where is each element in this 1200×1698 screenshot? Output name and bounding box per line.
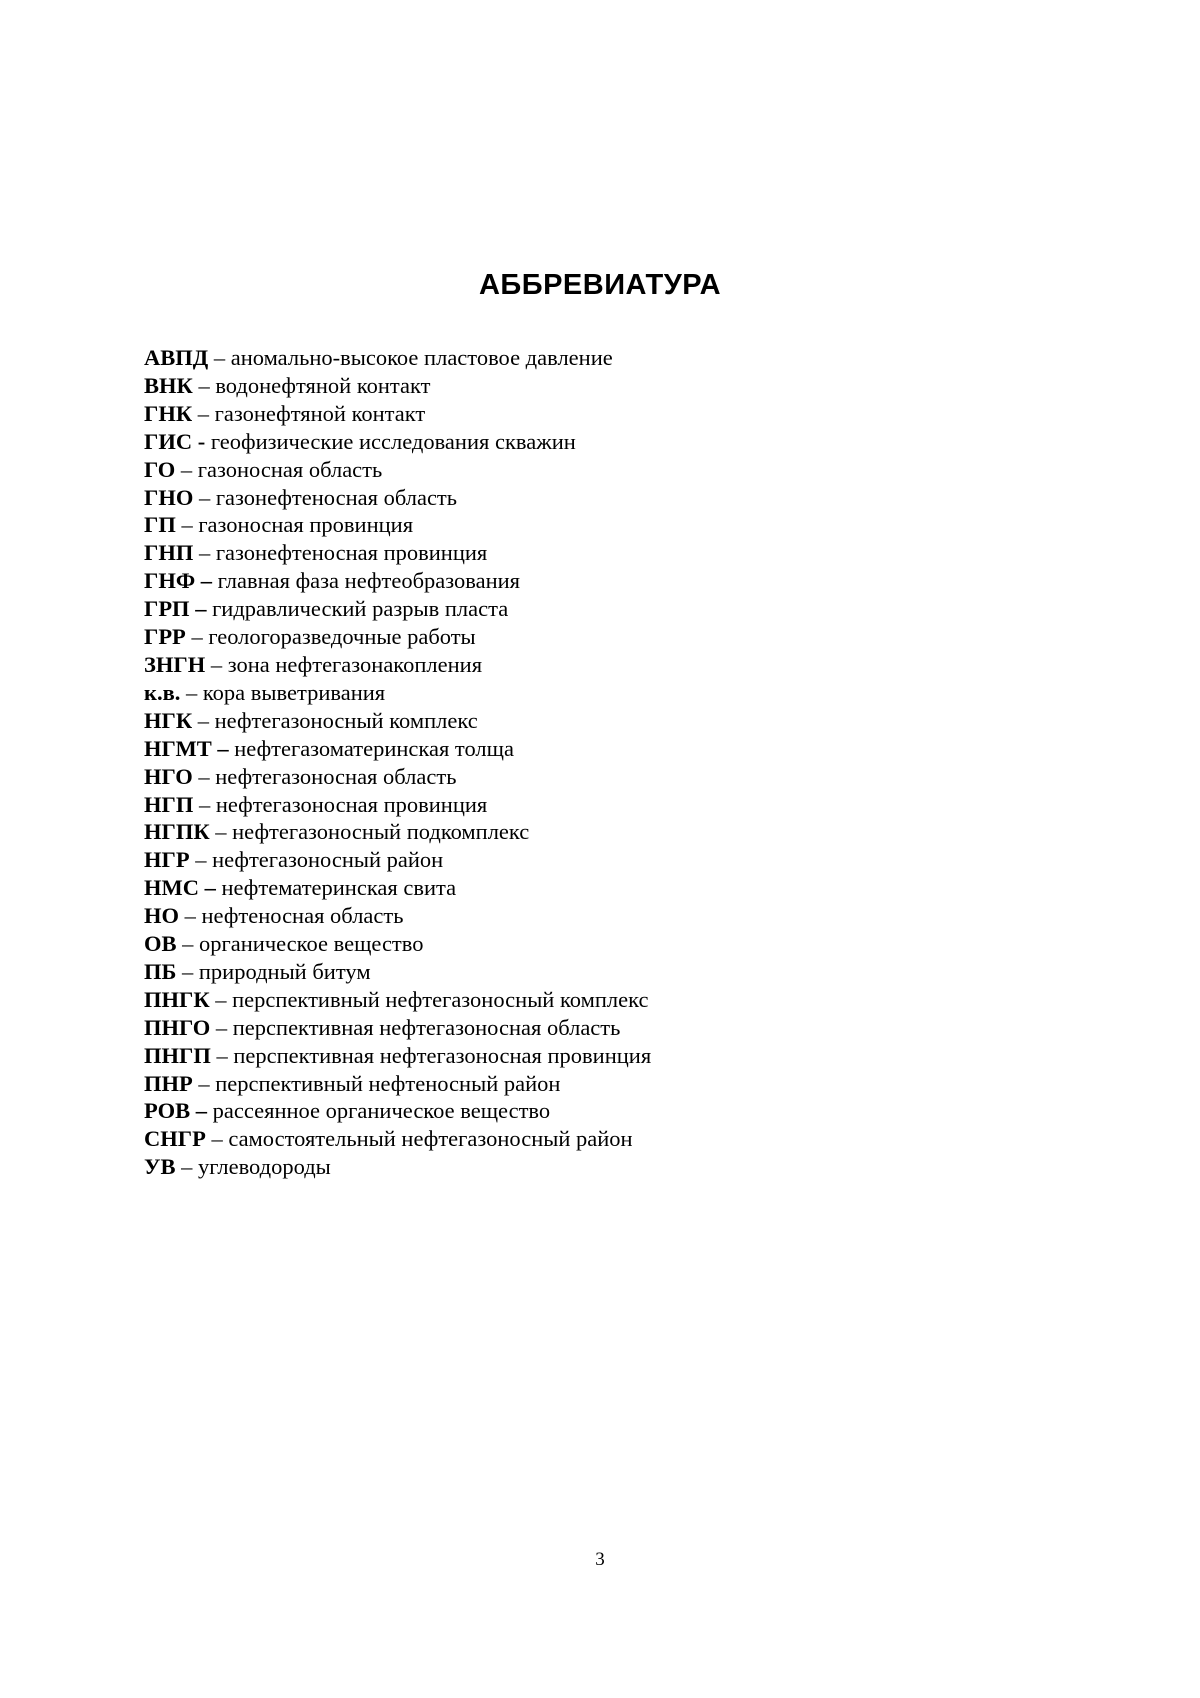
list-item [144, 707, 1044, 735]
abbreviation-term: УВ [144, 1154, 176, 1180]
list-item [144, 930, 1044, 958]
list-item [144, 428, 1044, 456]
abbreviation-definition: перспективная нефтегазоносная провинция [233, 1042, 652, 1068]
abbreviation-definition: перспективная нефтегазоносная область [232, 1014, 621, 1040]
abbreviation-definition: перспективный нефтегазоносный комплекс [232, 986, 649, 1012]
abbreviation-separator: – [193, 791, 216, 817]
abbreviation-term: СНГР [144, 1126, 206, 1152]
abbreviation-definition: геофизические исследования скважин [210, 428, 576, 454]
list-item [144, 846, 1044, 874]
abbreviation-definition: водонефтяной контакт [215, 372, 431, 398]
list-item [144, 1014, 1044, 1042]
abbreviation-separator: – [192, 372, 216, 398]
abbreviation-separator: – [193, 484, 216, 510]
abbreviation-term: РОВ [144, 1098, 191, 1124]
abbreviation-separator: – [192, 400, 215, 426]
abbreviation-term: ВНК [144, 372, 193, 398]
abbreviation-separator: – [175, 512, 199, 538]
list-item [144, 539, 1044, 567]
abbreviation-definition: аномально-высокое пластовое давление [230, 345, 613, 370]
abbreviation-term: ГРП [144, 596, 190, 622]
abbreviation-separator: – [195, 568, 218, 594]
abbreviation-separator: – [192, 763, 216, 789]
abbreviation-term: НГО [144, 763, 193, 789]
abbreviation-separator: – [180, 679, 203, 705]
abbreviation-term: ПНГО [144, 1014, 211, 1040]
list-item [144, 1070, 1044, 1098]
list-item [144, 958, 1044, 986]
abbreviation-separator: – [210, 1042, 234, 1068]
abbreviation-term: НГР [144, 847, 190, 873]
list-item [144, 986, 1044, 1014]
list-item [144, 456, 1044, 484]
abbreviation-separator: – [189, 847, 213, 873]
abbreviation-list [144, 344, 1044, 1181]
abbreviation-definition: нефтегазоносный подкомплекс [232, 819, 530, 845]
abbreviation-term: НГП [144, 791, 194, 817]
abbreviation-term: АВПД [144, 345, 209, 370]
abbreviation-term: ГНП [144, 540, 194, 566]
abbreviation-separator: – [176, 958, 199, 984]
abbreviation-definition: главная фаза нефтеобразования [217, 568, 521, 594]
abbreviation-term: ОВ [144, 931, 177, 957]
abbreviation-separator: - [192, 428, 211, 454]
list-item [144, 511, 1044, 539]
abbreviation-definition: гидравлический разрыв пласта [212, 596, 509, 622]
abbreviation-separator: – [179, 903, 202, 929]
abbreviation-term: НО [144, 903, 180, 929]
list-item [144, 679, 1044, 707]
abbreviation-definition: самостоятельный нефтегазоносный район [228, 1126, 633, 1152]
abbreviation-separator: – [185, 624, 209, 650]
abbreviation-term: ПНГК [144, 986, 210, 1012]
abbreviation-definition: нефтегазоносный комплекс [214, 707, 478, 733]
abbreviation-definition: газонефтеносная область [215, 484, 458, 510]
abbreviation-separator: – [209, 986, 233, 1012]
abbreviation-definition: газоносная провинция [198, 512, 414, 538]
abbreviation-term: НГК [144, 707, 193, 733]
abbreviation-separator: – [190, 1098, 213, 1124]
abbreviation-separator: – [192, 1070, 216, 1096]
abbreviation-term: ГО [144, 456, 176, 482]
abbreviation-term: ПНГП [144, 1042, 211, 1068]
list-item [144, 595, 1044, 623]
abbreviation-definition: газоносная область [197, 456, 383, 482]
abbreviation-term: ПНР [144, 1070, 193, 1096]
abbreviation-term: ЗНГН [144, 651, 206, 677]
list-item [144, 1042, 1044, 1070]
list-item [144, 1097, 1044, 1125]
list-item [144, 484, 1044, 512]
list-item [144, 567, 1044, 595]
abbreviation-separator: – [199, 875, 222, 901]
list-item [144, 763, 1044, 791]
list-item [144, 651, 1044, 679]
abbreviation-separator: – [176, 931, 200, 957]
page-number: 3 [595, 1549, 605, 1570]
abbreviation-separator: – [210, 1014, 233, 1040]
abbreviation-separator: – [175, 456, 198, 482]
list-item [144, 623, 1044, 651]
abbreviation-term: к.в. [144, 679, 181, 705]
abbreviation-separator: – [205, 651, 228, 677]
abbreviation-definition: природный битум [198, 958, 371, 984]
abbreviation-definition: кора выветривания [202, 679, 386, 705]
abbreviation-term: НГМТ [144, 735, 212, 761]
abbreviation-separator: – [209, 819, 233, 845]
abbreviation-definition: газонефтяной контакт [214, 400, 426, 426]
abbreviation-separator: – [211, 735, 235, 761]
abbreviation-separator: – [208, 345, 231, 370]
list-item [144, 735, 1044, 763]
abbreviation-term: НМС [144, 875, 199, 901]
list-item [144, 1125, 1044, 1153]
abbreviation-definition: геологоразведочные работы [208, 624, 476, 650]
abbreviation-definition: нефтегазоносная провинция [215, 791, 488, 817]
list-item [144, 400, 1044, 428]
abbreviation-term: ГП [144, 512, 176, 538]
list-item [144, 1153, 1044, 1181]
abbreviation-term: ГНО [144, 484, 194, 510]
abbreviation-definition: нефтематеринская свита [221, 875, 457, 901]
abbreviation-definition: перспективный нефтеносный район [215, 1070, 561, 1096]
list-item [144, 372, 1044, 400]
abbreviation-definition: нефтегазоматеринская толща [234, 735, 514, 761]
abbreviation-definition: органическое вещество [199, 931, 424, 957]
abbreviation-separator: – [205, 1126, 229, 1152]
abbreviation-definition: рассеянное органическое вещество [212, 1098, 551, 1124]
list-item [144, 791, 1044, 819]
abbreviation-definition: углеводороды [198, 1154, 331, 1180]
list-item [144, 344, 1044, 372]
abbreviation-separator: – [193, 540, 216, 566]
page-title: АББРЕВИАТУРА [478, 269, 722, 301]
abbreviation-separator: – [192, 707, 215, 733]
abbreviation-definition: нефтеносная область [201, 903, 404, 929]
abbreviation-term: ГНК [144, 400, 193, 426]
abbreviation-term: НГПК [144, 819, 210, 845]
abbreviation-separator: – [189, 596, 213, 622]
list-item [144, 874, 1044, 902]
abbreviation-separator: – [175, 1154, 199, 1180]
list-item [144, 902, 1044, 930]
abbreviation-term: ГРР [144, 624, 186, 650]
abbreviation-definition: нефтегазоносный район [212, 847, 444, 873]
abbreviation-term: ГИС [144, 428, 193, 454]
abbreviation-term: ГНФ [144, 568, 196, 594]
abbreviation-definition: газонефтеносная провинция [215, 540, 488, 566]
abbreviation-definition: зона нефтегазонакопления [227, 651, 483, 677]
abbreviation-definition: нефтегазоносная область [215, 763, 457, 789]
list-item [144, 818, 1044, 846]
abbreviation-term: ПБ [144, 958, 177, 984]
